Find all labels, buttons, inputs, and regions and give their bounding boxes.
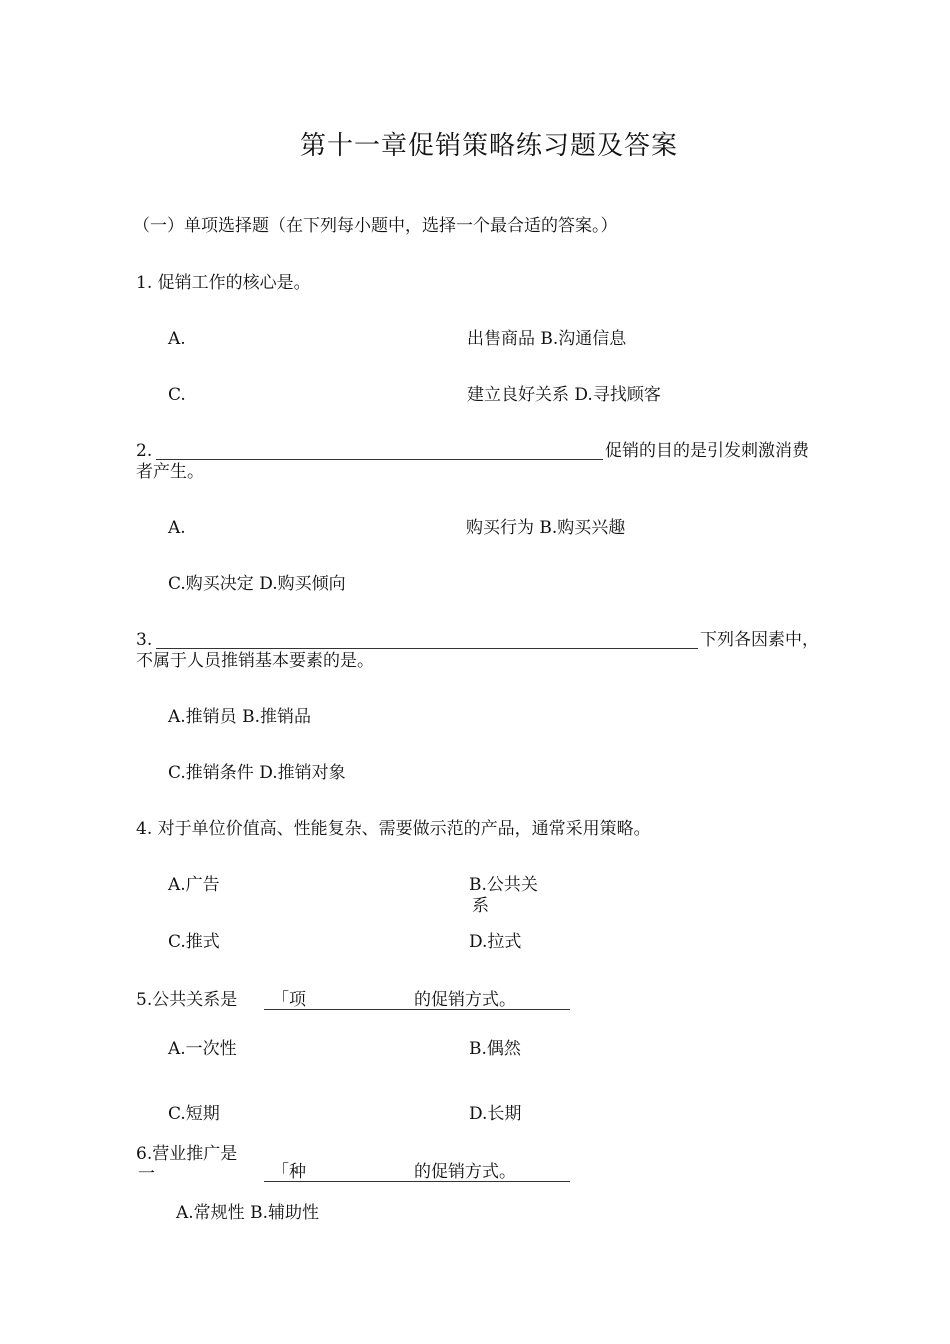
question-4-option-continued: 系 [472,896,489,916]
answer-blank-line [156,459,603,460]
question-4-option: A.广告 [168,875,220,895]
question-4-option: D.拉式 [469,932,522,952]
question-5-stem: 5.公共关系是 [136,990,238,1010]
question-4-stem: 4. 对于单位价值高、性能复杂、需要做示范的产品，通常采用策略。 [136,819,651,839]
question-2-stem-continued: 者产生。 [136,462,204,482]
question-6-stem-continued: 一 [138,1164,155,1184]
question-6-option: A.常规性 B.辅助性 [176,1203,319,1223]
question-3-stem: 下列各因素中， [700,630,819,650]
question-2-stem: 促销的目的是引发刺激消费 [605,441,809,461]
question-2-option: A. [168,518,186,538]
question-2-option: C.购买决定 D.购买倾向 [168,574,346,594]
question-3-number: 3. [136,630,153,650]
question-5-option: C.短期 [168,1104,220,1124]
question-1-option: A. [168,329,186,349]
answer-blank-line [156,648,698,649]
question-3-option: A.推销员 B.推销品 [168,707,311,727]
question-6-blank-text: 「种 [272,1162,306,1182]
question-5-option: A.一次性 [168,1039,237,1059]
question-3-option: C.推销条件 D.推销对象 [168,763,346,783]
question-2-option: 购买行为 B.购买兴趣 [466,518,626,538]
answer-blank-line [264,1181,570,1182]
question-1-stem: 1. 促销工作的核心是。 [136,273,311,293]
document-title: 第十一章促销策略练习题及答案 [299,131,678,161]
question-4-option: B.公共关 [469,875,538,895]
question-5-option: D.长期 [469,1104,522,1124]
question-6-stem-tail: 的促销方式。 [414,1162,516,1182]
question-4-option: C.推式 [168,932,220,952]
question-2-number: 2. [136,441,153,461]
question-1-option: 出售商品 B.沟通信息 [467,329,627,349]
section-heading: （一）单项选择题（在下列每小题中，选择一个最合适的答案。） [133,216,618,236]
question-5-blank-text: 「项 [272,990,306,1010]
question-5-option: B.偶然 [469,1039,521,1059]
question-1-option: C. [168,385,186,405]
answer-blank-line [264,1009,570,1010]
question-1-option: 建立良好关系 D.寻找顾客 [467,385,661,405]
question-6-stem: 6.营业推广是 [136,1144,238,1164]
question-5-stem-tail: 的促销方式。 [414,990,516,1010]
question-3-stem-continued: 不属于人员推销基本要素的是。 [136,651,374,671]
